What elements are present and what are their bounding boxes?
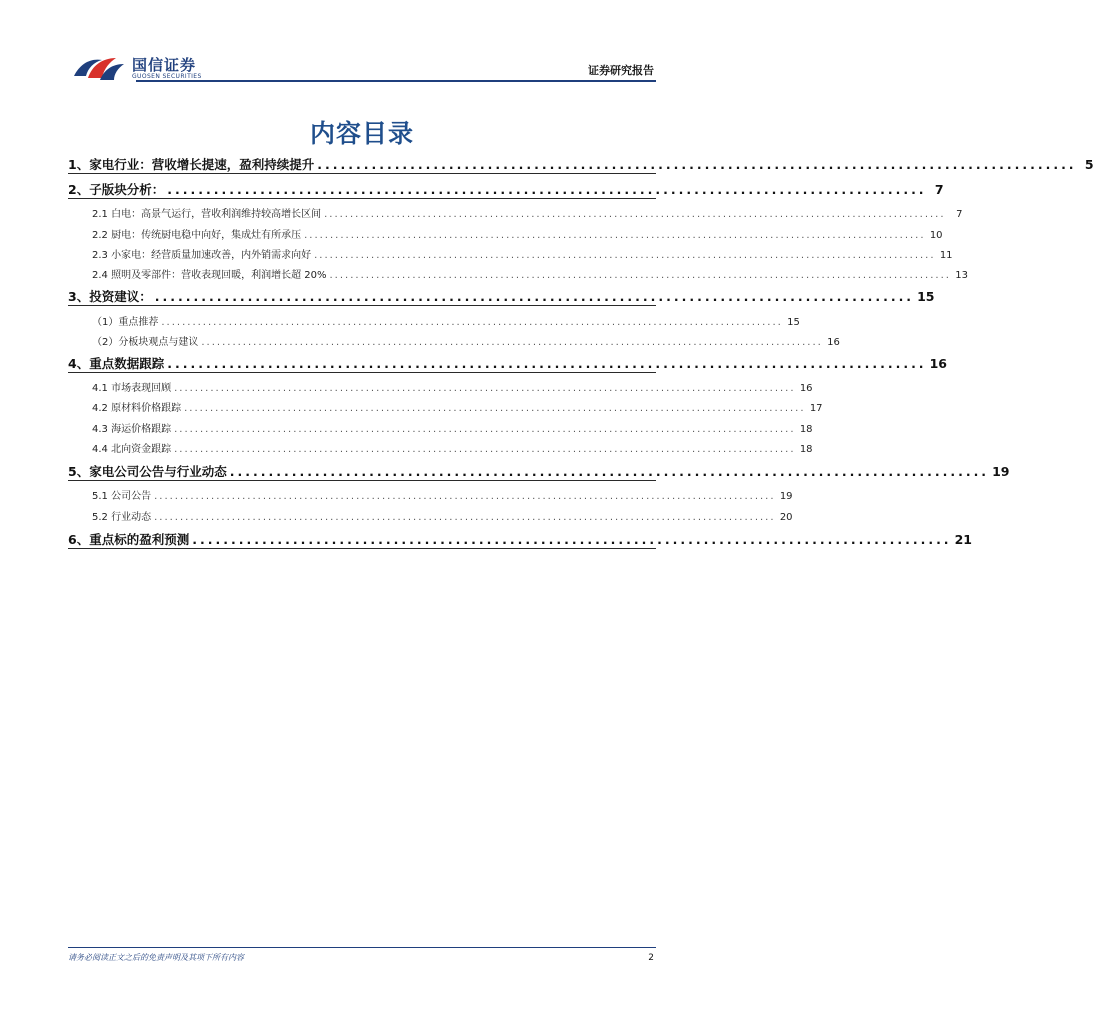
guosen-logo-icon [70,50,126,84]
toc-entry-1[interactable] [68,155,1094,174]
toc-entry-2-4[interactable] [68,266,968,281]
dot-leader: ........................................................................................................................ [174,383,796,394]
toc-entry-text: 1、家电行业：营收增长提速，盈利持续提升 [68,157,315,172]
toc-entry-text: 5.2 行业动态 [92,512,152,523]
dot-leader: .................................................................................................. [317,157,1077,172]
toc-entry-5-2[interactable] [68,508,793,523]
toc-entry-text: 5、家电公司公告与行业动态 [68,464,227,479]
dot-leader: ........................................................................................................................ [304,230,926,241]
toc-page-number: 19 [992,464,1010,479]
toc-page-number: 13 [955,270,968,281]
dot-leader: ........................................................................................................................ [201,337,823,348]
toc-page-number: 19 [779,491,793,502]
toc-page-number: 21 [954,532,972,547]
toc-entry-text: 2.2 厨电：传统厨电稳中向好，集成灶有所承压 [92,230,302,241]
header-divider [136,80,656,82]
dot-leader: .................................................................................................. [167,356,927,371]
toc-page-number: 18 [799,424,813,435]
toc-entry-5-1[interactable] [68,487,793,502]
toc-title: 内容目录 [309,119,414,148]
toc-page-number: 5 [1084,157,1094,172]
toc-entry-4-4[interactable] [68,440,813,455]
toc-page-number: 15 [917,289,935,304]
toc-page-number: 17 [809,403,823,414]
toc-entry-2[interactable] [68,180,944,199]
toc-entry-2-1[interactable] [68,205,963,220]
logo-english-name: GUOSEN SECURITIES [132,73,202,80]
dot-leader: .................................................................................................. [192,532,952,547]
toc-page-number: 16 [827,337,840,348]
dot-leader: .................................................................................................. [167,182,927,197]
toc-page-number: 10 [929,230,943,241]
toc-entry-text: 2、子版块分析： [68,182,165,197]
dot-leader: ........................................................................................................................ [161,317,783,328]
dot-leader: ........................................................................................................................ [184,403,806,414]
report-type-label: 证券研究报告 [588,64,654,77]
toc-entry-text: 3、投资建议： [68,289,152,304]
toc-entry-text: 4.3 海运价格跟踪 [92,424,172,435]
disclaimer-note: 请务必阅读正文之后的免责声明及其项下所有内容 [68,953,244,962]
toc-page-number: 18 [799,444,813,455]
toc-page-number: 20 [779,512,793,523]
toc-entry-text: 4.2 原材料价格跟踪 [92,403,182,414]
toc-entry-4-2[interactable] [68,399,823,414]
toc-page-number: 7 [956,209,963,220]
logo-chinese-name: 国信证券 [132,56,197,74]
toc-entry-4[interactable] [68,354,947,373]
toc-entry-text: （2）分板块观点与建议 [92,337,199,348]
toc-page-number: 16 [799,383,813,394]
toc-entry-2-2[interactable] [68,226,943,241]
toc-entry-3[interactable] [68,287,935,306]
toc-entry-text: 2.4 照明及零部件：营收表现回暖，利润增长超 20% [92,270,327,281]
dot-leader: .................................................................................................. [229,464,990,479]
toc-page-number: 7 [934,182,944,197]
page-header [70,50,656,84]
toc-entry-text: 5.1 公司公告 [92,491,152,502]
toc-entry-5[interactable] [68,462,1010,481]
toc-entry-6[interactable] [68,530,972,549]
toc-entry-text: 4.1 市场表现回顾 [92,383,172,394]
dot-leader: ........................................................................................................................ [314,250,936,261]
toc-entry-3-1[interactable] [68,313,800,328]
toc-entry-text: （1）重点推荐 [92,317,159,328]
toc-entry-text: 2.1 白电：高景气运行，营收利润维持较高增长区间 [92,209,322,220]
toc-entry-text: 6、重点标的盈利预测 [68,532,190,547]
toc-entry-4-3[interactable] [68,420,813,435]
toc-entry-text: 2.3 小家电：经营质量加速改善，内外销需求向好 [92,250,312,261]
toc-page-number: 15 [787,317,800,328]
dot-leader: ........................................................................................................................ [324,209,946,220]
dot-leader: ........................................................................................................................ [174,424,796,435]
toc-entry-4-1[interactable] [68,379,813,394]
page-number: 2 [648,953,654,963]
dot-leader: ........................................................................................................................ [329,270,951,281]
toc-entry-3-2[interactable] [68,333,840,348]
dot-leader: ........................................................................................................................ [154,512,776,523]
dot-leader: ........................................................................................................................ [174,444,796,455]
footer-divider [68,947,656,948]
dot-leader: ........................................................................................................................ [154,491,776,502]
toc-page-number: 16 [929,356,947,371]
toc-entry-text: 4.4 北向资金跟踪 [92,444,172,455]
dot-leader: .................................................................................................. [154,289,915,304]
toc-entry-2-3[interactable] [68,246,953,261]
toc-entry-text: 4、重点数据跟踪 [68,356,165,371]
toc-page-number: 11 [939,250,953,261]
